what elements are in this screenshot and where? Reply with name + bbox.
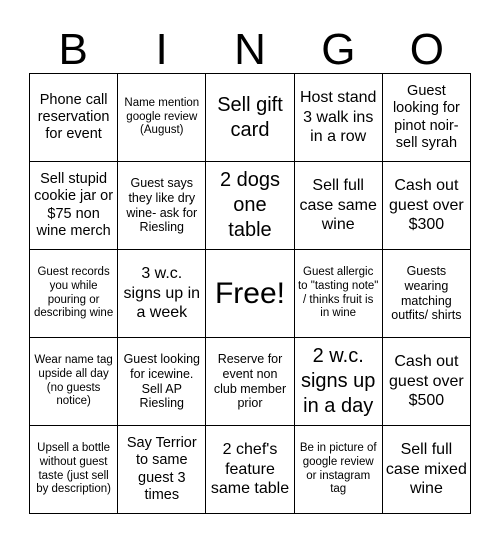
bingo-cell[interactable]: Phone call reservation for event [30,74,118,162]
bingo-cell[interactable]: Cash out guest over $500 [383,338,471,426]
bingo-cell[interactable]: Reserve for event non club member prior [206,338,294,426]
bingo-header [29,24,471,76]
bingo-cell[interactable]: Cash out guest over $300 [383,162,471,250]
bingo-cell[interactable]: Guest records you while pouring or describing wine [30,250,118,338]
bingo-cell[interactable]: 2 chef's feature same table [206,426,294,514]
bingo-cell[interactable]: Sell full case same wine [295,162,383,250]
free-space-cell[interactable]: Free! [206,250,294,338]
bingo-cell[interactable]: Upsell a bottle without guest taste (just sell by description) [30,426,118,514]
bingo-cell[interactable]: Guests wearing matching outfits/ shirts [383,250,471,338]
bingo-cell[interactable]: Wear name tag upside all day (no guests notice) [30,338,118,426]
bingo-cell[interactable]: Sell stupid cookie jar or $75 non wine merch [30,162,118,250]
header-letter-i: I [155,25,168,74]
bingo-cell[interactable]: Host stand 3 walk ins in a row [295,74,383,162]
bingo-cell[interactable]: 3 w.c. signs up in a week [118,250,206,338]
bingo-cell[interactable]: Guest allergic to "tasting note" / thinks fruit is in wine [295,250,383,338]
header-letter-o: O [409,25,444,74]
bingo-cell[interactable]: Guest looking for pinot noir- sell syrah [383,74,471,162]
bingo-cell[interactable]: Say Terrior to same guest 3 times [118,426,206,514]
bingo-grid [29,73,471,514]
bingo-cell[interactable]: 2 w.c. signs up in a day [295,338,383,426]
bingo-cell[interactable]: Be in picture of google review or instagram tag [295,426,383,514]
header-letter-g: G [321,25,356,74]
bingo-cell[interactable]: 2 dogs one table [206,162,294,250]
bingo-cell[interactable]: Sell full case mixed wine [383,426,471,514]
header-letter-b: B [58,25,88,74]
bingo-cell[interactable]: Guest says they like dry wine- ask for Riesling [118,162,206,250]
bingo-cell[interactable]: Guest looking for icewine. Sell AP Riesling [118,338,206,426]
bingo-cell[interactable]: Name mention google review (August) [118,74,206,162]
bingo-cell[interactable]: Sell gift card [206,74,294,162]
header-letter-n: N [234,25,266,74]
